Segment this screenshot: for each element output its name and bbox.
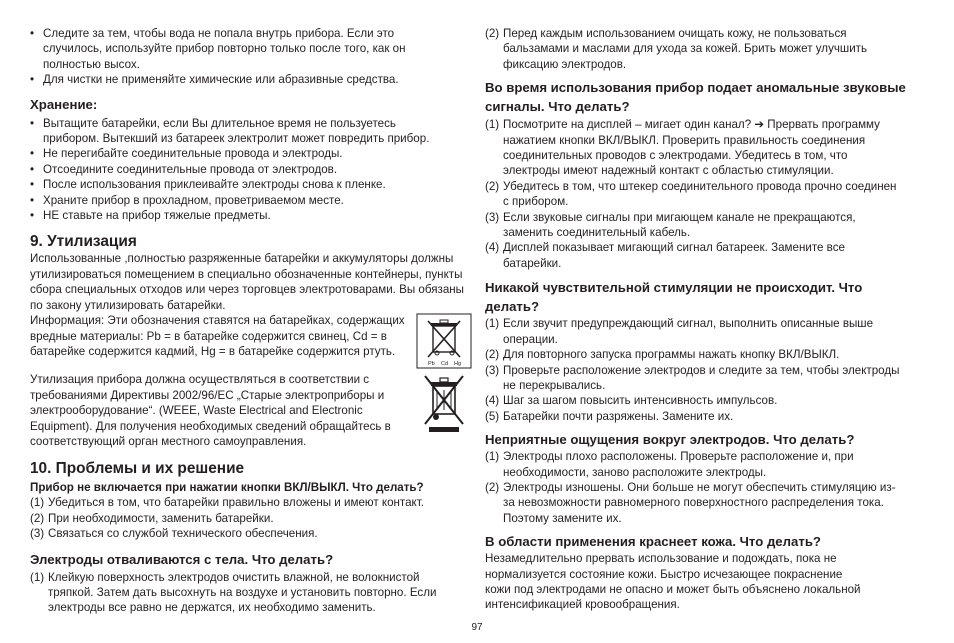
list-item: (1) Электроды плохо расположены. Проверьте расположение и, при необходимости, заново расположите электроды.: [485, 450, 854, 479]
hg-label: Hg: [454, 361, 462, 367]
disposal-paragraph: Использованные ,полностью разряженные батарейки и аккумуляторы должны утилизироваться помещением в специально обозначенные контейнеры, пункты сбора специальных отходов или через торговцев электротоварами. Вы обязаны по закону утилизировать батарейки.: [30, 252, 465, 312]
weee-icon: [419, 372, 469, 434]
q5-list: [485, 449, 925, 526]
right-column: [485, 26, 925, 613]
q6-heading: В области применения краснеет кожа. Что делать?: [485, 534, 821, 550]
crossed-wheelie-bin-icon: [419, 372, 469, 434]
q4-heading: Никакой чувствительной стимуляции не происходит. Что делать?: [485, 280, 863, 315]
list-item: (5) Батарейки почти разряжены. Замените их.: [485, 409, 734, 423]
intro-bullets: [30, 26, 471, 88]
q1-list: [30, 495, 471, 541]
page-number: 97: [471, 622, 483, 633]
list-item: • Не перегибайте соединительные провода и электроды.: [30, 146, 471, 161]
list-item: (1) Если звучит предупреждающий сигнал, выполнить описанные выше операции.: [485, 317, 874, 346]
list-item: (2) Для повторного запуска программы нажать кнопку ВКЛ/ВЫКЛ.: [485, 348, 840, 362]
list-item: • Храните прибор в прохладном, проветриваемом месте.: [30, 193, 471, 208]
q1-heading: Прибор не включается при нажатии кнопки ВКЛ/ВЫКЛ. Что делать?: [30, 481, 424, 495]
q5-heading: Неприятные ощущения вокруг электродов. Что делать?: [485, 432, 855, 448]
q4-list: [485, 316, 925, 424]
q2-heading: Электроды отваливаются с тела. Что делать?: [30, 551, 334, 567]
list-item: • Вытащите батарейки, если Вы длительное время не пользуетесь прибором. Вытекший из батареек электролит может повредить прибор.: [30, 116, 471, 147]
list-item: • Отсоедините соединительные провода от электродов.: [30, 162, 471, 177]
battery-disposal-icon: [416, 313, 472, 369]
cd-label: Cd: [441, 361, 449, 367]
list-item: (3) Если звуковые сигналы при мигающем канале не прекращаются, заменить соединительный кабель.: [485, 210, 856, 240]
q3-list: [485, 117, 925, 271]
pb-label: Pb: [428, 361, 435, 367]
list-item: (2) При необходимости, заменить батарейки.: [30, 511, 274, 525]
disposal-heading: 9. Утилизация: [30, 233, 137, 251]
weee-paragraph: Утилизация прибора должна осуществляться в соответствии с требованиями Директивы 2002/96/EC „Старые электроприборы и электрооборудование“. (WEEE, Waste Electrical and Electronic Equipment). Для получения необходимых сведений обращайтесь в соответствующий орган местного самоуправления.: [30, 373, 391, 448]
list-item: (1) Убедиться в том, что батарейки правильно вложены и имеют контакт.: [30, 496, 424, 510]
battery-info-paragraph: Информация: Эти обозначения ставятся на батарейках, содержащих вредные материалы: Pb = в батарейке содержится свинец, Cd = в батарейке содержится кадмий, Hg = в батарейке содержится ртуть.: [30, 314, 405, 358]
list-item: (1) Посмотрите на дисплей – мигает один канал? ➔ Прервать программу нажатием кнопки ВКЛ/ВЫКЛ. Проверить правильность соединения соединительных проводов с электродами. Убедитесь в том, что электроды имеют надежный контакт с областью стимуляции.: [485, 118, 880, 178]
list-item: (4) Шаг за шагом повысить интенсивность импульсов.: [485, 394, 778, 408]
list-item: • НЕ ставьте на прибор тяжелые предметы.: [30, 208, 471, 223]
storage-heading: Хранение:: [30, 96, 98, 112]
list-item: (4) Дисплей показывает мигающий сигнал батареек. Замените все батарейки.: [485, 241, 845, 270]
list-item: (2) Электроды изношены. Они больше не могут обеспечить стимуляцию из- за невозможности равномерного поверхностного распределения тока. Поэтому замените их.: [485, 480, 896, 525]
crossed-bin-icon: [416, 313, 472, 369]
q2-list: [30, 570, 471, 616]
list-item: • После использования приклеивайте электроды снова к пленке.: [30, 177, 471, 192]
storage-list: [30, 116, 471, 224]
list-item: (2) Убедитесь в том, что штекер соединительного провода прочно соединен с прибором.: [485, 179, 897, 209]
list-item: • Следите за тем, чтобы вода не попала внутрь прибора. Если это случилось, используйте прибор повторно только после того, как он полностью высох.: [30, 26, 471, 72]
list-item: (3) Проверьте расположение электродов и следите за тем, чтобы электроды не перекрывались.: [485, 363, 900, 392]
list-item: (1) Клейкую поверхность электродов очистить влажной, не волокнистой тряпкой. Затем дать высохнуть на воздухе и установить повторно. Если электроды все равно не держатся, их необходимо заменить.: [30, 570, 437, 615]
q3-heading: Во время использования прибор подает аномальные звуковые сигналы. Что делать?: [485, 80, 906, 115]
list-item: (2) Перед каждым использованием очищать кожу, не пользоваться бальзамами и маслами для ухода за кожей. Брить может улучшить фиксацию электродов.: [485, 27, 868, 71]
problems-heading: 10. Проблемы и их решение: [30, 460, 245, 478]
left-column: [30, 26, 471, 616]
list-item: (3) Связаться со службой технического обеспечения.: [30, 527, 318, 541]
list-item: • Для чистки не применяйте химические или абразивные средства.: [30, 72, 471, 87]
q6-paragraph: Незамедлительно прервать использование и подождать, пока не нормализуется состояние кожи. Быстро исчезающее покраснение кожи под электродами не опасно и может быть объяснено локальной интенсификацией кровообращения.: [485, 552, 861, 612]
